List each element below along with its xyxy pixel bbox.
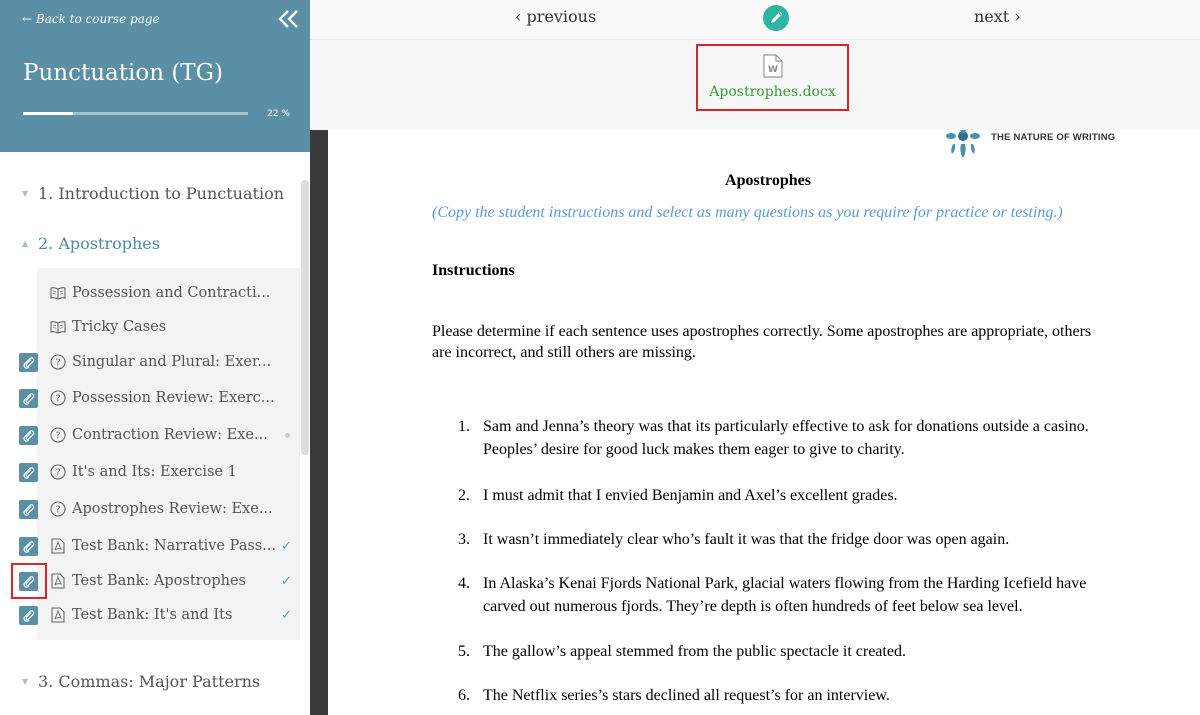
next-button[interactable]: next › [974, 7, 1021, 26]
collapsed-triangle-icon: ▼ [22, 677, 29, 686]
sidebar-item-label: Test Bank: It's and Its [72, 607, 233, 623]
svg-text:W: W [768, 65, 778, 75]
logo-text: THE NATURE OF WRITING [991, 132, 1116, 143]
pdf-icon [50, 607, 66, 623]
document-intro: Please determine if each sentence uses apostrophes correctly. Some apostrophes are appropriate, others are incorrect, and still others are missing. [432, 323, 1092, 361]
question-item [458, 528, 1108, 551]
question-icon [50, 354, 66, 370]
question-number: 2. [458, 487, 470, 504]
question-number: 6. [458, 687, 470, 704]
section-introduction[interactable] [22, 184, 284, 203]
question-text: I must admit that I envied Benjamin and Axel’s excellent grades. [483, 487, 898, 504]
lesson-navigation-bar [310, 0, 1200, 40]
svg-text:?: ? [55, 393, 61, 405]
sidebar-scroll-thumb[interactable] [301, 180, 309, 455]
document-note: (Copy the student instructions and select as many questions as you require for practice or testing.) [432, 204, 1063, 221]
expanded-triangle-icon: ▲ [22, 239, 29, 248]
course-sidebar [0, 0, 310, 715]
book-icon [50, 319, 66, 335]
sidebar-item[interactable] [0, 494, 310, 524]
document-viewer-edge [310, 130, 328, 715]
highlight-annotation [11, 563, 47, 599]
course-progress-bar [23, 112, 248, 115]
question-number: 4. [458, 575, 470, 592]
completed-check-icon: ✓ [281, 538, 292, 554]
sidebar-item[interactable] [0, 420, 310, 450]
document-viewer [328, 130, 1200, 715]
sidebar-item-label: Contraction Review: Exe... [72, 427, 268, 443]
sidebar-header [0, 0, 310, 152]
book-icon [50, 285, 66, 301]
question-icon [50, 501, 66, 517]
attachment-clip-icon[interactable] [19, 463, 38, 482]
document-title: Apostrophes [725, 172, 811, 189]
question-icon [50, 464, 66, 480]
section-label: 3. Commas: Major Patterns [38, 672, 261, 691]
sidebar-item[interactable] [0, 347, 310, 377]
attachment-clip-icon[interactable] [19, 537, 38, 556]
attachment-bar [310, 40, 1200, 130]
previous-button[interactable]: ‹ previous [515, 7, 597, 26]
sidebar-item-label: Apostrophes Review: Exe... [72, 501, 273, 517]
sidebar-item-label: Test Bank: Apostrophes [72, 573, 246, 589]
attachment-clip-icon[interactable] [19, 389, 38, 408]
edit-button[interactable] [763, 5, 789, 31]
question-item [458, 640, 1108, 663]
collapse-sidebar-icon[interactable] [278, 8, 300, 30]
sidebar-item-label: Possession Review: Exerc... [72, 390, 275, 406]
course-progress-fill [23, 112, 73, 115]
attachment-clip-icon[interactable] [19, 426, 38, 445]
sidebar-item-label: Test Bank: Narrative Pass... [72, 538, 277, 554]
question-item [458, 484, 1108, 507]
completed-check-icon: ✓ [281, 607, 292, 623]
attachment-clip-icon[interactable] [19, 353, 38, 372]
question-item [458, 572, 1108, 618]
document-heading: Instructions [432, 262, 515, 279]
attachment-filename[interactable]: Apostrophes.docx [709, 84, 836, 100]
question-item [458, 415, 1108, 461]
collapsed-triangle-icon: ▼ [22, 189, 29, 198]
sidebar-item[interactable] [0, 312, 310, 342]
sidebar-item[interactable] [0, 457, 310, 487]
question-text: In Alaska’s Kenai Fjords National Park, glacial waters flowing from the Harding Icefield have carved out numerous fjords. They’re depth is often hundreds of feet below sea level. [483, 575, 1087, 615]
section-apostrophes[interactable] [22, 234, 160, 253]
question-text: Sam and Jenna’s theory was that its particularly effective to ask for donations outside a casino. Peoples’ desire for good luck makes them eager to give to charity. [483, 418, 1089, 458]
pdf-icon [50, 573, 66, 589]
completed-check-icon: ✓ [281, 573, 292, 589]
sidebar-item[interactable] [0, 600, 310, 630]
question-icon [50, 390, 66, 406]
sidebar-item[interactable] [0, 531, 310, 561]
sidebar-item-label: It's and Its: Exercise 1 [72, 464, 237, 480]
question-item [458, 684, 1108, 707]
section-label: 2. Apostrophes [38, 234, 160, 253]
sidebar-item[interactable] [0, 278, 310, 308]
section-label: 1. Introduction to Punctuation [38, 184, 285, 203]
course-title: Punctuation (TG) [23, 60, 223, 86]
question-icon [50, 427, 66, 443]
question-number: 5. [458, 643, 470, 660]
course-progress-label: 22 % [267, 109, 290, 119]
word-doc-icon [763, 54, 783, 78]
section-commas[interactable] [22, 672, 260, 691]
back-to-course-link[interactable]: ← Back to course page [22, 12, 160, 26]
sidebar-item-label: Possession and Contracti... [72, 285, 271, 301]
sidebar-item-label: Singular and Plural: Exer... [72, 354, 272, 370]
svg-text:?: ? [55, 504, 61, 516]
question-number: 1. [458, 418, 470, 435]
pdf-icon [50, 538, 66, 554]
question-text: The gallow’s appeal stemmed from the public spectacle it created. [483, 643, 906, 660]
sidebar-item-label: Tricky Cases [72, 319, 167, 335]
in-progress-dot-icon [285, 433, 290, 438]
attachment-clip-icon[interactable] [19, 606, 38, 625]
question-text: The Netflix series’s stars declined all request’s for an interview. [483, 687, 890, 704]
question-text: It wasn’t immediately clear who’s fault it was that the fridge door was open again. [483, 531, 1010, 548]
pencil-icon [769, 11, 783, 25]
attachment-clip-icon[interactable] [19, 500, 38, 519]
svg-text:?: ? [55, 357, 61, 369]
question-number: 3. [458, 531, 470, 548]
flower-logo-icon [942, 130, 984, 160]
svg-text:?: ? [55, 430, 61, 442]
attachment-file[interactable] [696, 44, 849, 111]
sidebar-item[interactable] [0, 383, 310, 413]
svg-text:?: ? [55, 467, 61, 479]
